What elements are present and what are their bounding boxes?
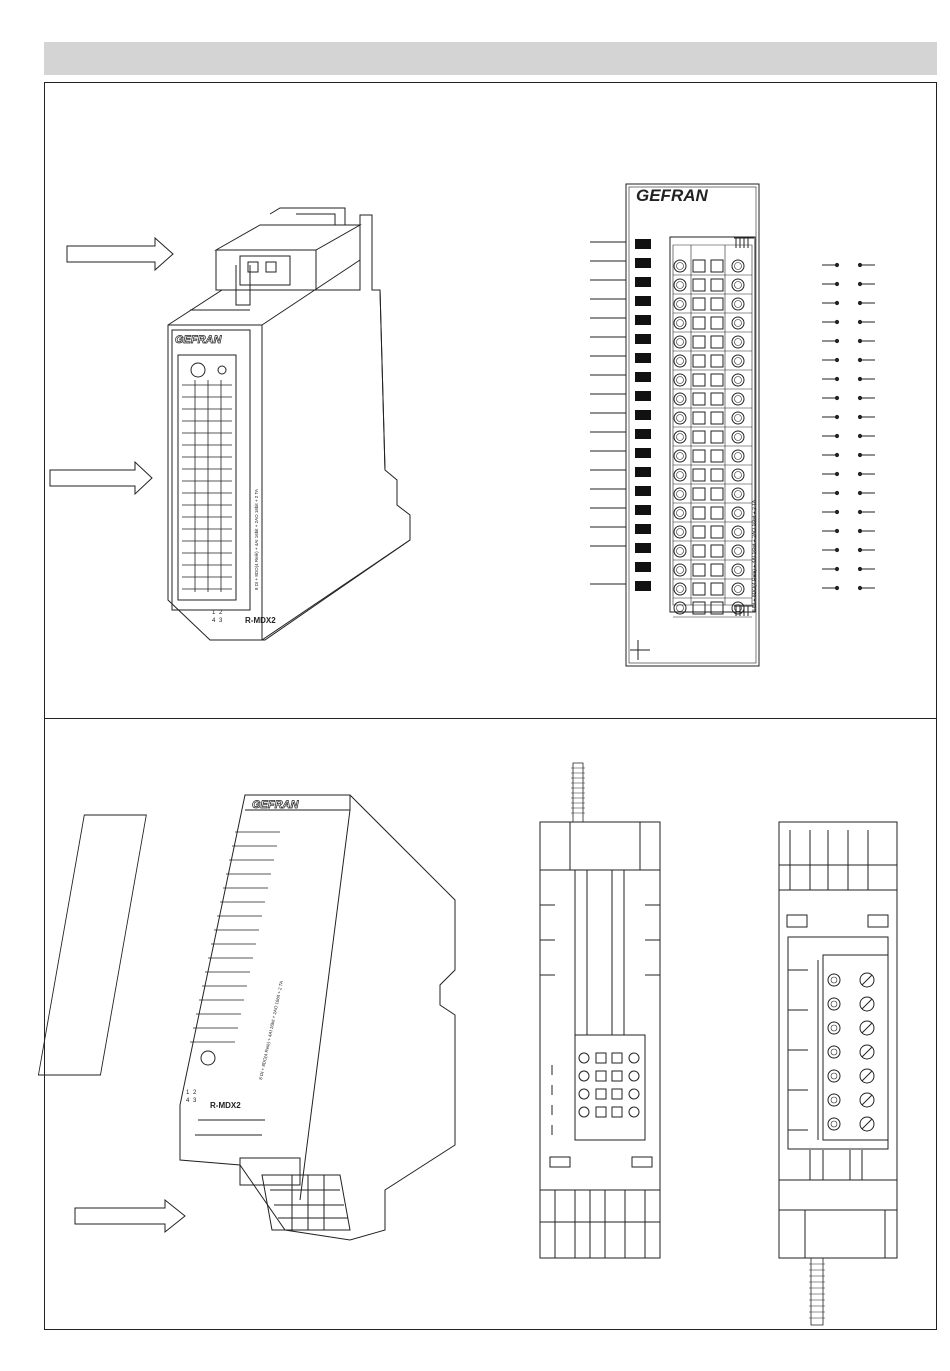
terminal-screw-right xyxy=(732,545,744,557)
wire-node xyxy=(835,472,838,475)
module-desc-front: 8 DI + 8DO(4 Relè) + 4AI 16bit + 2AO 16bit + 2 TA xyxy=(752,499,758,612)
terminal-slot xyxy=(693,450,705,462)
module-code-iso-top: R-MDX2 xyxy=(245,616,276,625)
terminal-slot xyxy=(693,336,705,348)
terminal-slot xyxy=(693,374,705,386)
led-indicator xyxy=(635,486,651,496)
module-code-iso-bottom: R-MDX2 xyxy=(210,1101,241,1110)
terminal-slot xyxy=(693,431,705,443)
terminal-screw-right xyxy=(732,431,744,443)
terminal-slot xyxy=(711,526,723,538)
terminal-num-3-b: 3 xyxy=(193,1098,197,1104)
wire-node xyxy=(835,282,838,285)
module-isometric-top xyxy=(50,208,410,640)
wire-node xyxy=(835,301,838,304)
terminal-screw-left xyxy=(674,488,686,500)
wire-node xyxy=(835,263,838,266)
terminal-slot xyxy=(693,488,705,500)
wire-node xyxy=(835,396,838,399)
led-indicator xyxy=(635,353,651,363)
led-indicator xyxy=(635,258,651,268)
terminal-screw-right xyxy=(732,298,744,310)
led-indicator xyxy=(635,581,651,591)
connector-view-right-terminals xyxy=(828,973,874,1131)
terminal-slot xyxy=(711,279,723,291)
terminal-slot xyxy=(711,488,723,500)
terminal-screw-right xyxy=(732,336,744,348)
terminal-slot xyxy=(711,393,723,405)
terminal-screw-left xyxy=(674,583,686,595)
led-indicator xyxy=(635,391,651,401)
arrow-terminal-block xyxy=(50,462,152,494)
terminal-screw-left xyxy=(674,336,686,348)
terminal-slot xyxy=(711,431,723,443)
terminal-screw-left xyxy=(674,469,686,481)
wire-node xyxy=(835,548,838,551)
module-desc-iso-top: 8 DI + 8DO(4 Relè) + 4AI 16bit + 2AO 16bit + 2 TA xyxy=(254,489,259,590)
led-indicator xyxy=(635,524,651,534)
terminal-screw xyxy=(579,1071,589,1081)
terminal-screw-right xyxy=(732,317,744,329)
terminal-num-1-b: 1 xyxy=(186,1090,190,1096)
led-indicator xyxy=(635,372,651,382)
terminal-slot xyxy=(711,507,723,519)
terminal-screw xyxy=(629,1071,639,1081)
terminal-screw-left xyxy=(674,317,686,329)
wire-node xyxy=(835,529,838,532)
terminal-screw-right xyxy=(732,469,744,481)
terminal-screw-right xyxy=(732,507,744,519)
wire-node xyxy=(835,434,838,437)
terminal-slot xyxy=(711,317,723,329)
terminal-screw-left xyxy=(674,260,686,272)
led-indicator xyxy=(635,410,651,420)
terminal-slot xyxy=(711,469,723,481)
terminal-screw-right xyxy=(732,564,744,576)
wire-node xyxy=(835,567,838,570)
brand-logo-front: GEFRAN xyxy=(636,186,708,205)
terminal-screw xyxy=(579,1053,589,1063)
terminal-screw-left xyxy=(674,298,686,310)
terminal-screw-left xyxy=(674,545,686,557)
terminal-screw-right xyxy=(732,374,744,386)
front-terminal-rows xyxy=(590,239,752,617)
terminal-screw-right xyxy=(732,393,744,405)
wire-node xyxy=(835,586,838,589)
terminal-screw-left xyxy=(674,374,686,386)
terminal-num-1: 1 xyxy=(212,610,216,616)
terminal-clamp xyxy=(828,1046,840,1058)
terminal-screw xyxy=(629,1053,639,1063)
terminal-slot xyxy=(693,507,705,519)
terminal-slot xyxy=(711,374,723,386)
arrow-top-connector xyxy=(67,238,173,270)
terminal-screw xyxy=(629,1089,639,1099)
terminal-slot xyxy=(711,450,723,462)
terminal-num-4: 4 xyxy=(212,618,216,624)
terminal-num-3: 3 xyxy=(219,618,223,624)
terminal-rows-iso-bottom xyxy=(190,832,280,1042)
terminal-clamp xyxy=(828,1070,840,1082)
terminal-screw-right xyxy=(732,583,744,595)
led-indicator xyxy=(635,562,651,572)
terminal-slot xyxy=(693,260,705,272)
terminal-screw-left xyxy=(674,564,686,576)
terminal-slot xyxy=(693,355,705,367)
wire-node xyxy=(835,339,838,342)
terminal-clamp xyxy=(828,1022,840,1034)
terminal-num-2-b: 2 xyxy=(193,1090,197,1096)
terminal-screw-left xyxy=(674,393,686,405)
wire-node xyxy=(835,377,838,380)
wire-node xyxy=(835,491,838,494)
cable-spring-bottom xyxy=(811,1258,823,1325)
wiring-schematic xyxy=(822,263,875,589)
terminal-slot xyxy=(693,317,705,329)
terminal-slot xyxy=(711,583,723,595)
terminal-screw xyxy=(579,1107,589,1117)
led-indicator xyxy=(635,543,651,553)
terminal-slot xyxy=(711,298,723,310)
wire-node xyxy=(835,415,838,418)
terminal-slot xyxy=(711,412,723,424)
terminal-screw-right xyxy=(732,412,744,424)
connector-view-left xyxy=(540,763,660,1258)
terminal-screw-left xyxy=(674,450,686,462)
terminal-slot xyxy=(693,545,705,557)
terminal-screw-left xyxy=(674,279,686,291)
terminal-screw xyxy=(629,1107,639,1117)
terminal-screw xyxy=(579,1089,589,1099)
arrow-bottom-connector xyxy=(75,1200,185,1232)
terminal-slot xyxy=(693,279,705,291)
terminal-slot xyxy=(693,469,705,481)
terminal-slot xyxy=(693,298,705,310)
terminal-screw-right xyxy=(732,488,744,500)
wire-node xyxy=(835,453,838,456)
terminal-slot xyxy=(711,564,723,576)
terminal-screw-left xyxy=(674,412,686,424)
terminal-screw-left xyxy=(674,355,686,367)
brand-logo-iso-top: GEFRAN xyxy=(175,334,222,346)
led-indicator xyxy=(635,505,651,515)
led-indicator xyxy=(635,239,651,249)
connector-view-right xyxy=(779,822,897,1325)
terminal-num-2: 2 xyxy=(219,610,223,616)
led-indicator xyxy=(635,296,651,306)
terminal-clamp xyxy=(828,1118,840,1130)
terminal-slot xyxy=(693,564,705,576)
terminal-screw-left xyxy=(674,526,686,538)
led-indicator xyxy=(635,467,651,477)
terminal-screw-left xyxy=(674,431,686,443)
terminal-screw-right xyxy=(732,260,744,272)
led-indicator xyxy=(635,334,651,344)
brand-logo-iso-bottom: GEFRAN xyxy=(252,799,299,811)
wire-node xyxy=(835,320,838,323)
terminal-slot xyxy=(711,355,723,367)
led-indicator xyxy=(635,277,651,287)
led-indicator xyxy=(635,315,651,325)
terminal-screw-right xyxy=(732,355,744,367)
wire-node xyxy=(835,510,838,513)
module-isometric-bottom xyxy=(38,795,455,1240)
terminal-slot xyxy=(693,393,705,405)
terminal-screw-left xyxy=(674,507,686,519)
terminal-screw-right xyxy=(732,279,744,291)
led-indicator xyxy=(635,448,651,458)
terminal-slot xyxy=(693,412,705,424)
wire-node xyxy=(835,358,838,361)
connector-view-left-terminals xyxy=(579,1053,639,1117)
terminal-clamp xyxy=(828,974,840,986)
terminal-clamp xyxy=(828,1094,840,1106)
terminal-slot xyxy=(693,583,705,595)
terminal-slot xyxy=(711,260,723,272)
terminal-rows-iso xyxy=(182,380,232,592)
terminal-slot xyxy=(711,545,723,557)
terminal-num-4-b: 4 xyxy=(186,1098,190,1104)
led-indicator xyxy=(635,429,651,439)
terminal-clamp xyxy=(828,998,840,1010)
terminal-slot xyxy=(711,336,723,348)
terminal-screw-right xyxy=(732,450,744,462)
module-desc-iso-bottom: 8 DI + 8DO(4 Relè) + 4AI 16bit + 2AO 16bit + 2 TA xyxy=(258,980,284,1081)
terminal-slot xyxy=(693,526,705,538)
terminal-screw-right xyxy=(732,526,744,538)
